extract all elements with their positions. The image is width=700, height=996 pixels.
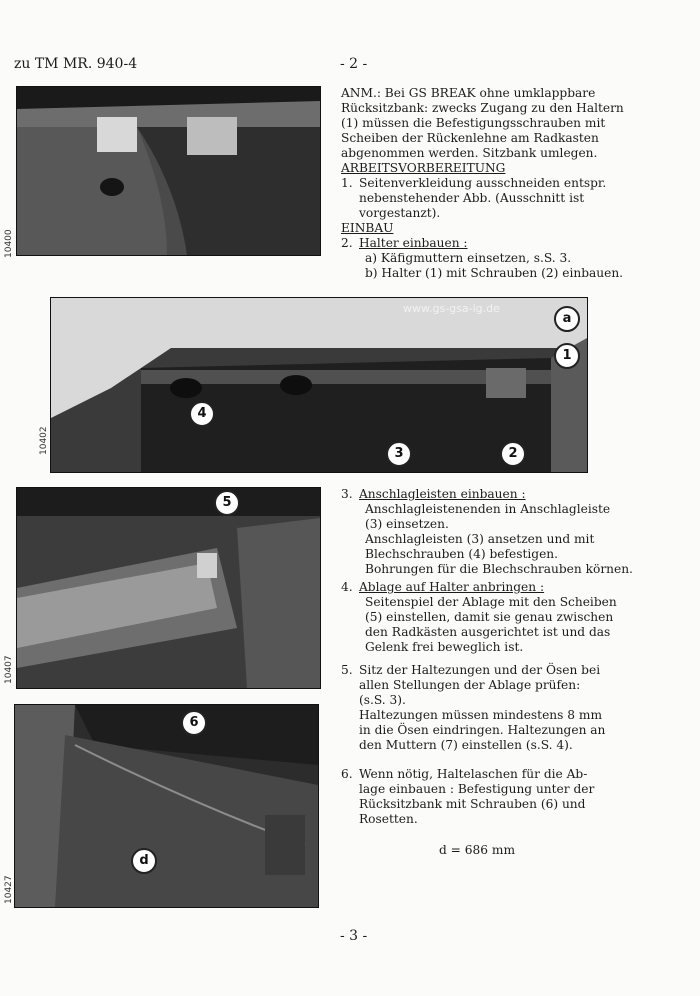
watermark-url: www.gs-gsa-ig.de [403,302,500,315]
step-3-line: Anschlagleisten (3) ansetzen und mit [365,532,595,546]
step-1-line: vorgestanzt). [359,206,441,220]
step-6-line: Rosetten. [359,812,418,826]
step-number: 4. [341,580,353,594]
page-number-top: - 2 - [340,56,368,72]
heading-installation: EINBAU [341,221,394,235]
step-5-line: allen Stellungen der Ablage prüfen: [359,678,581,692]
step-6-line: lage einbauen : Befestigung unter der [359,782,595,796]
document-reference: zu TM MR. 940-4 [14,56,138,72]
step-number: 5. [341,663,353,677]
photo-figure-1 [16,86,321,256]
step-number: 1. [341,176,353,190]
note-line: Rücksitzbank: zwecks Zugang zu den Haltern [341,101,624,115]
callout-3: 3 [386,441,412,467]
text-block-1 [341,86,681,281]
text-block-2 [341,487,686,827]
callout-5: 5 [214,490,240,516]
figure-4-number: 10427 [4,875,14,904]
note-line: ANM.: Bei GS BREAK ohne umklappbare [341,86,596,100]
callout-2: 2 [500,441,526,467]
callout-a: a [554,306,580,332]
step-5-line: in die Ösen eindringen. Haltezungen an [359,723,606,737]
step-1-line: Seitenverkleidung ausschneiden entspr. [359,176,607,190]
step-5-line: Haltezungen müssen mindestens 8 mm [359,708,603,722]
figure-1-number: 10400 [4,229,14,258]
figure-2-number: 10402 [39,426,49,455]
step-number: 2. [341,236,353,250]
step-4-title: Ablage auf Halter anbringen : [359,580,545,594]
callout-1: 1 [554,343,580,369]
step-2-title: Halter einbauen : [359,236,468,250]
step-2-a: a) Käfigmuttern einsetzen, s.S. 3. [365,251,572,265]
heading-preparation: ARBEITSVORBEREITUNG [341,161,506,175]
page-number-bottom: - 3 - [340,928,368,944]
photo-figure-3 [16,487,321,689]
step-3-line: (3) einsetzen. [365,517,449,531]
callout-d: d [131,848,157,874]
step-4-line: Gelenk frei beweglich ist. [365,640,524,654]
step-3-line: Blechschrauben (4) befestigen. [365,547,559,561]
figure-3-number: 10407 [4,655,14,684]
step-4-line: Seitenspiel der Ablage mit den Scheiben [365,595,617,609]
step-number: 3. [341,487,353,501]
callout-4: 4 [189,401,215,427]
step-3-line: Bohrungen für die Blechschrauben körnen. [365,562,633,576]
step-2-b: b) Halter (1) mit Schrauben (2) einbauen. [365,266,624,280]
step-1-line: nebenstehender Abb. (Ausschnitt ist [359,191,585,205]
step-3-line: Anschlagleistenenden in Anschlagleiste [365,502,611,516]
note-line: abgenommen werden. Sitzbank umlegen. [341,146,598,160]
step-3-title: Anschlagleisten einbauen : [359,487,526,501]
step-5-line: den Muttern (7) einstellen (s.S. 4). [359,738,573,752]
step-4-line: den Radkästen ausgerichtet ist und das [365,625,611,639]
step-5-line: (s.S. 3). [359,693,406,707]
callout-6: 6 [181,710,207,736]
step-6-line: Wenn nötig, Haltelaschen für die Ab- [359,767,588,781]
step-5-line: Sitz der Haltezungen und der Ösen bei [359,663,601,677]
photo-figure-4 [14,704,319,908]
step-4-line: (5) einstellen, damit sie genau zwischen [365,610,614,624]
step-number: 6. [341,767,353,781]
dimension-d: d = 686 mm [439,843,516,857]
note-line: Scheiben der Rückenlehne am Radkasten [341,131,599,145]
note-line: (1) müssen die Befestigungsschrauben mit [341,116,606,130]
step-6-line: Rücksitzbank mit Schrauben (6) und [359,797,586,811]
